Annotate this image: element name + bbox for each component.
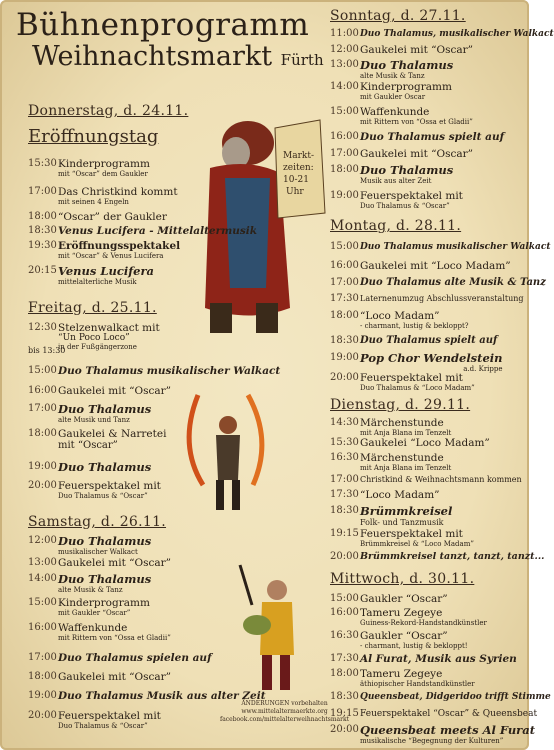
event-mon-0 xyxy=(330,241,551,253)
event-time: 17:30 xyxy=(330,489,359,500)
event-sub: Folk- und Tanzmusik xyxy=(360,518,444,527)
event-wed-5 xyxy=(330,691,551,703)
event-time: 19:00 xyxy=(28,690,57,701)
event-title: Waffenkunde xyxy=(360,106,430,118)
event-fri-0-end xyxy=(28,345,65,357)
event-title: Gaukelei & Narretei xyxy=(58,428,167,440)
event-title: Venus Lucifera - Mittelaltermusik xyxy=(58,225,258,237)
event-title: Gaukelei mit “Oscar” xyxy=(58,671,172,683)
event-title: Feuerspektakel mit xyxy=(58,480,161,492)
event-title: Gaukelei mit “Loco Madam” xyxy=(360,260,511,272)
event-sub: mit “Oscar” dem Gaukler xyxy=(58,170,148,178)
event-time: 18:00 xyxy=(28,428,57,439)
event-time: 16:00 xyxy=(330,607,359,618)
event-tue-5 xyxy=(330,505,452,527)
event-sub: äthiopischer Handstandkünstler xyxy=(360,680,475,688)
event-time: 19:30 xyxy=(28,240,57,251)
event-time: 15:30 xyxy=(330,437,359,448)
event-sun-5 xyxy=(330,131,504,143)
event-tue-7 xyxy=(330,551,544,563)
event-time: 16:00 xyxy=(330,260,359,271)
event-time: 20:00 xyxy=(28,710,57,721)
event-wed-3 xyxy=(330,653,517,665)
title-line-2 xyxy=(32,42,324,75)
event-time: 11:00 xyxy=(330,28,359,39)
event-sat-1 xyxy=(28,557,171,569)
event-sub: Musik aus alter Zeit xyxy=(360,177,432,185)
event-fri-2 xyxy=(28,385,171,397)
jester-with-scroll-illustration xyxy=(170,98,330,338)
event-title: Kinderprogramm xyxy=(58,597,150,609)
event-title: Duo Thalamus xyxy=(360,58,454,72)
event-title: Feuerspektakel mit xyxy=(360,528,463,540)
event-title: Gaukelei mit “Oscar” xyxy=(58,557,172,569)
event-title: Waffenkunde xyxy=(58,622,128,634)
event-sub: mittelalterliche Musik xyxy=(58,278,137,286)
event-time: 15:00 xyxy=(330,593,359,604)
event-title: Venus Lucifera xyxy=(58,264,154,278)
event-time: 20:00 xyxy=(330,551,359,562)
poster-title xyxy=(16,8,324,75)
event-title: “Loco Madam” xyxy=(360,310,440,322)
event-title: Tameru Zegeye xyxy=(360,668,443,680)
event-time: 19:15 xyxy=(330,708,359,719)
event-time: 18:00 xyxy=(28,211,57,222)
event-title: Brümmkreisel tanzt, tanzt, tanzt... xyxy=(360,551,545,562)
event-sun-0 xyxy=(330,28,554,40)
event-time: 20:15 xyxy=(28,265,57,276)
event-time: 19:00 xyxy=(28,461,57,472)
event-time: 14:00 xyxy=(28,573,57,584)
event-thu-3 xyxy=(28,225,257,237)
event-sub: musikalischer Walkact xyxy=(58,548,138,556)
event-sub: a.d. Krippe xyxy=(463,365,503,373)
event-thu-1 xyxy=(28,186,178,207)
event-title: Al Furat, Musik aus Syrien xyxy=(360,653,517,665)
title-market: Weihnachtsmarkt xyxy=(32,41,273,72)
event-wed-7 xyxy=(330,724,535,746)
footer-note: ÄNDERUNGEN vorbehalten xyxy=(241,700,328,707)
event-sun-8 xyxy=(330,190,463,211)
event-wed-2 xyxy=(330,630,468,651)
poster-footer xyxy=(220,700,349,724)
event-sat-3 xyxy=(28,597,150,618)
event-time: 17:00 xyxy=(330,148,359,159)
event-sub: Duo Thalamus & “Oscar” xyxy=(58,492,148,500)
event-title: Gaukler “Oscar” xyxy=(360,593,448,605)
event-time: 15:30 xyxy=(28,158,57,169)
event-title: Duo Thalamus xyxy=(360,163,454,177)
day-thursday: Donnerstag, d. 24.11. xyxy=(28,103,189,119)
event-title: Tameru Zegeye xyxy=(360,607,443,619)
opening-day-heading: Eröffnungstag xyxy=(28,126,159,147)
event-sat-0 xyxy=(28,535,151,557)
day-friday: Freitag, d. 25.11. xyxy=(28,300,157,316)
event-title: Feuerspektakel mit xyxy=(360,190,463,202)
event-sub: mit Gaukler “Oscar” xyxy=(58,609,131,617)
event-wed-0 xyxy=(330,593,448,605)
event-time: 15:00 xyxy=(330,241,359,252)
fire-juggler-illustration xyxy=(178,385,278,520)
event-time: 15:00 xyxy=(330,106,359,117)
event-title: Duo Thalamus xyxy=(58,402,152,416)
event-wed-1 xyxy=(330,607,487,628)
event-title: Duo Thalamus musikalischer Walkact xyxy=(58,365,281,377)
event-tue-4 xyxy=(330,489,440,501)
event-title: Gaukelei mit “Oscar” xyxy=(58,385,172,397)
event-title: Duo Thalamus alte Musik & Tanz xyxy=(360,277,546,288)
event-title: Feuerspektakel “Oscar” & Queensbeat xyxy=(360,709,538,719)
event-title: Gaukelei “Loco Madam” xyxy=(360,437,490,449)
event-title: Kinderprogramm xyxy=(360,81,452,93)
footer-facebook: facebook.com/mittelalterweihnachtsmarkt xyxy=(220,716,350,723)
event-sub: mit Rittern von “Ossa et Gladii” xyxy=(360,118,473,126)
event-title: Gaukelei mit “Oscar” xyxy=(360,148,474,160)
event-time: 16:00 xyxy=(28,622,57,633)
event-time-end: bis 13:30 xyxy=(28,346,66,355)
event-sat-8 xyxy=(28,710,161,731)
event-sub: Brümmkreisel & “Loco Madam” xyxy=(360,540,474,548)
event-time: 18:00 xyxy=(330,164,359,175)
sign-text-4: Uhr xyxy=(286,187,304,197)
event-title: Duo Thalamus xyxy=(58,572,152,586)
event-title: Queensbeat, Didgeridoo trifft Stimme xyxy=(360,692,551,702)
event-title: Duo Thalamus spielen auf xyxy=(58,652,212,664)
event-thu-4 xyxy=(28,240,180,261)
event-title: Duo Thalamus xyxy=(58,460,152,474)
event-tue-2 xyxy=(330,452,451,473)
event-title: Stelzenwalkact mit xyxy=(58,322,160,334)
day-monday: Montag, d. 28.11. xyxy=(330,218,462,234)
event-time: 19:15 xyxy=(330,528,359,539)
event-fri-5 xyxy=(28,461,151,474)
event-time: 18:00 xyxy=(28,671,57,682)
event-time: 17:00 xyxy=(28,652,57,663)
event-title: Feuerspektakel mit xyxy=(360,372,463,384)
event-time: 13:00 xyxy=(28,557,57,568)
day-wednesday: Mittwoch, d. 30.11. xyxy=(330,571,475,587)
event-title: Feuerspektakel mit xyxy=(58,710,161,722)
event-sub: Duo Thalamus & “Loco Madam” xyxy=(360,384,475,392)
event-title: Märchenstunde xyxy=(360,417,444,429)
event-sub: mit “Oscar” & Venus Lucifera xyxy=(58,252,164,260)
sign-text-2: zeiten: xyxy=(283,163,314,173)
event-sub: - charmant, lustig & bekloppt! xyxy=(360,642,468,650)
event-thu-0 xyxy=(28,158,150,179)
day-sunday: Sonntag, d. 27.11. xyxy=(330,8,466,24)
event-title: Duo Thalamus Musik aus alter Zeit xyxy=(58,690,266,702)
event-tue-1 xyxy=(330,437,490,449)
day-tuesday: Dienstag, d. 29.11. xyxy=(330,397,471,413)
event-wed-6 xyxy=(330,708,537,720)
event-title: Duo Thalamus musikalischer Walkact xyxy=(360,242,551,252)
event-sub: Guiness-Rekord-Handstandkünstler xyxy=(360,619,487,627)
title-city: Fürth xyxy=(280,51,324,69)
event-time: 12:00 xyxy=(28,535,57,546)
event-time: 19:00 xyxy=(330,190,359,201)
event-time: 12:30 xyxy=(28,322,57,333)
event-title: “Oscar” der Gaukler xyxy=(58,211,167,223)
event-mon-4 xyxy=(330,310,469,331)
event-time: 16:00 xyxy=(28,385,57,396)
event-time: 17:30 xyxy=(330,653,359,664)
event-time: 18:00 xyxy=(330,310,359,321)
event-sat-5 xyxy=(28,652,212,664)
event-time: 17:00 xyxy=(28,186,57,197)
event-time: 19:00 xyxy=(330,352,359,363)
event-sat-6 xyxy=(28,671,171,683)
event-sun-7 xyxy=(330,164,453,186)
event-sub: alte Musik & Tanz xyxy=(360,72,425,80)
event-sub: musikalische “Begegnung der Kulturen” xyxy=(360,737,504,745)
bagpipe-player-illustration xyxy=(222,560,322,700)
event-sun-1 xyxy=(330,44,473,56)
sign-text-1: Markt- xyxy=(283,151,314,161)
event-sub: mit Anja Blana im Tenzelt xyxy=(360,464,452,472)
event-time: 16:30 xyxy=(330,452,359,463)
event-sub: alte Musik & Tanz xyxy=(58,586,123,594)
event-sub: - charmant, lustig & bekloppt? xyxy=(360,322,469,330)
event-mon-6 xyxy=(330,352,503,374)
event-time: 13:00 xyxy=(330,59,359,70)
event-time: 15:00 xyxy=(28,597,57,608)
event-sub: mit Rittern von “Ossa et Gladii” xyxy=(58,634,171,642)
event-thu-2 xyxy=(28,211,167,223)
event-sub: mit “Oscar” xyxy=(58,440,118,451)
event-sat-4 xyxy=(28,622,171,643)
day-saturday: Samstag, d. 26.11. xyxy=(28,514,167,530)
event-thu-5 xyxy=(28,265,154,287)
event-tue-6 xyxy=(330,528,474,549)
event-sub: Duo Thalamus & “Oscar” xyxy=(58,722,148,730)
event-time: 15:00 xyxy=(28,365,57,376)
event-time: 18:30 xyxy=(330,505,359,516)
event-tue-3 xyxy=(330,474,522,486)
event-title: Duo Thalamus spielt auf xyxy=(360,335,498,346)
event-sub: mit Gaukler Oscar xyxy=(360,93,426,101)
sign-text-3: 10-21 xyxy=(283,175,309,185)
event-time: 20:00 xyxy=(330,724,359,735)
event-title: Das Christkind kommt xyxy=(58,186,178,198)
event-title: Märchenstunde xyxy=(360,452,444,464)
event-time: 14:00 xyxy=(330,81,359,92)
event-sub: mit seinen 4 Engeln xyxy=(58,198,129,206)
event-time: 16:30 xyxy=(330,630,359,641)
event-sub: Duo Thalamus & “Oscar” xyxy=(360,202,450,210)
event-wed-4 xyxy=(330,668,475,689)
event-title: Gaukler “Oscar” xyxy=(360,630,448,642)
event-mon-7 xyxy=(330,372,475,393)
event-sun-3 xyxy=(330,81,452,102)
event-title: Duo Thalamus xyxy=(58,534,152,548)
event-title: Brümmkreisel xyxy=(360,504,453,518)
event-title: Laternenumzug Abschlussveranstaltung xyxy=(360,294,524,303)
event-sub: mit Anja Blana im Tenzelt xyxy=(360,429,452,437)
event-title: “Loco Madam” xyxy=(360,489,440,501)
event-title: Duo Thalamus spielt auf xyxy=(360,131,505,143)
event-time: 14:30 xyxy=(330,417,359,428)
event-time: 17:00 xyxy=(28,403,57,414)
event-title: Christkind & Weihnachtsmann kommen xyxy=(360,475,522,484)
event-title: Kinderprogramm xyxy=(58,158,150,170)
event-time: 17:30 xyxy=(330,293,359,304)
event-time: 12:00 xyxy=(330,44,359,55)
event-time: 17:00 xyxy=(330,474,359,485)
event-time: 18:00 xyxy=(330,668,359,679)
event-sun-4 xyxy=(330,106,473,127)
title-line-1: Bühnenprogramm xyxy=(16,7,310,43)
event-title: Queensbeat meets Al Furat xyxy=(360,723,536,737)
event-sub-2: in der Fußgängerzone xyxy=(58,343,137,351)
event-fri-4 xyxy=(28,428,166,452)
event-sun-2 xyxy=(330,59,453,81)
event-fri-3 xyxy=(28,403,151,425)
event-fri-6 xyxy=(28,480,161,501)
event-tue-0 xyxy=(330,417,451,438)
event-title: Duo Thalamus, musikalischer Walkact xyxy=(360,29,554,39)
event-mon-2 xyxy=(330,277,546,289)
event-time: 16:00 xyxy=(330,131,359,142)
event-sun-6 xyxy=(330,148,473,160)
event-sub: “Un Poco Loco” xyxy=(58,333,130,343)
event-mon-1 xyxy=(330,260,511,272)
event-time: 18:30 xyxy=(28,225,57,236)
event-mon-3 xyxy=(330,293,524,305)
event-time: 18:30 xyxy=(330,335,359,346)
event-fri-1 xyxy=(28,365,280,377)
footer-website: www.mittelaltermaerkte.org xyxy=(241,708,328,715)
event-mon-5 xyxy=(330,335,497,347)
event-sub: alte Musik und Tanz xyxy=(58,416,130,424)
event-time: 20:00 xyxy=(330,372,359,383)
event-time: 17:00 xyxy=(330,277,359,288)
event-title: Eröffnungsspektakel xyxy=(58,240,181,252)
event-time: 20:00 xyxy=(28,480,57,491)
event-title: Gaukelei mit “Oscar” xyxy=(360,44,474,56)
event-sat-2 xyxy=(28,573,151,595)
event-title: Pop Chor Wendelstein xyxy=(360,351,503,365)
event-time: 18:30 xyxy=(330,691,359,702)
